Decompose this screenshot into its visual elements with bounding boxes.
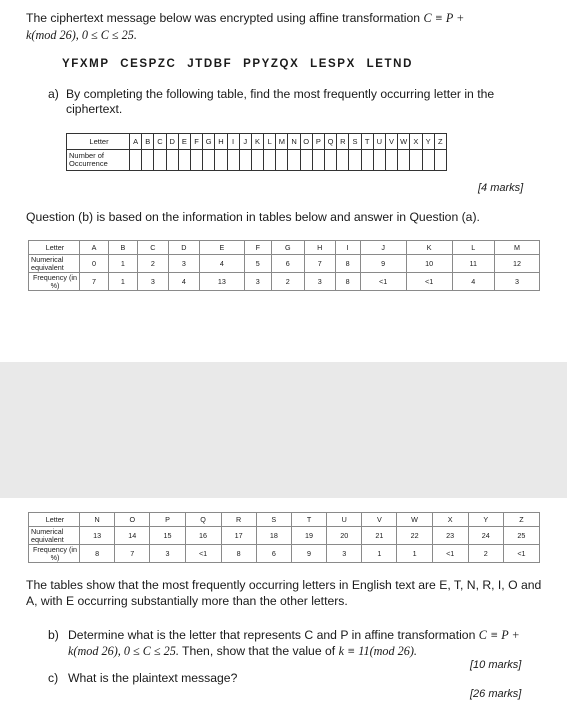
freq1-value: 2 — [271, 273, 304, 291]
freq1-letter: C — [137, 241, 168, 255]
letter-cell: U — [373, 134, 385, 150]
freq2-value: <1 — [432, 545, 468, 563]
freq2-label-letter: Letter — [29, 513, 80, 527]
freq1-numeric: 8 — [335, 255, 360, 273]
letter-cell: X — [410, 134, 422, 150]
letter-cell: C — [154, 134, 166, 150]
freq1-value: 3 — [304, 273, 335, 291]
freq2-letter: S — [256, 513, 291, 527]
freq1-letter: I — [335, 241, 360, 255]
freq2-numeric: 20 — [327, 527, 362, 545]
question-a-text: By completing the following table, find the most frequently occurring letter in the ciphertext. — [66, 87, 495, 116]
freq2-numeric: 25 — [503, 527, 539, 545]
freq1-numeric: 2 — [137, 255, 168, 273]
conclusion-paragraph: The tables show that the most frequently occurring letters in English text are E, T, N, R, I, O and A, with E occurring substantially more than the other letters. — [26, 578, 542, 608]
freq1-value: 4 — [168, 273, 199, 291]
freq2-numeric: 14 — [115, 527, 150, 545]
count-cell[interactable] — [422, 150, 434, 171]
freq1-letter: K — [406, 241, 452, 255]
question-b-equation-part3: k ≡ 11(mod 26). — [338, 644, 417, 658]
freq2-letter: Q — [185, 513, 221, 527]
letter-cell: Y — [422, 134, 434, 150]
count-cell[interactable] — [349, 150, 361, 171]
count-cell[interactable] — [373, 150, 385, 171]
count-cell[interactable] — [130, 150, 142, 171]
freq2-value: 1 — [362, 545, 397, 563]
question-b-equation-part2: k(mod 26), 0 ≤ C ≤ 25. — [68, 644, 179, 658]
letter-cell: O — [300, 134, 312, 150]
freq1-value: <1 — [360, 273, 406, 291]
letter-cell: H — [215, 134, 227, 150]
count-cell[interactable] — [288, 150, 300, 171]
freq2-label-numeric: Numerical equivalent — [29, 527, 80, 545]
letter-cell: Z — [434, 134, 446, 150]
count-cell[interactable] — [154, 150, 166, 171]
question-a — [48, 87, 538, 117]
frequency-table-2 — [28, 512, 540, 563]
count-cell[interactable] — [203, 150, 215, 171]
count-cell[interactable] — [239, 150, 251, 171]
question-a-label: a) — [48, 87, 59, 101]
question-c — [48, 670, 237, 686]
freq2-numeric: 18 — [256, 527, 291, 545]
count-cell[interactable] — [227, 150, 239, 171]
question-b-text2: Then, show that the value of — [182, 644, 336, 658]
freq2-numeric: 19 — [291, 527, 326, 545]
freq1-letter: A — [80, 241, 109, 255]
freq1-frequency-row — [29, 273, 540, 291]
letter-cell: M — [276, 134, 288, 150]
freq1-numeric: 0 — [80, 255, 109, 273]
freq2-label-frequency: Frequency (in %) — [29, 545, 80, 563]
freq1-letter: M — [494, 241, 539, 255]
count-cell[interactable] — [410, 150, 422, 171]
count-cell[interactable] — [434, 150, 446, 171]
freq2-letter: Y — [468, 513, 503, 527]
question-c-label: c) — [48, 671, 59, 685]
freq1-numeric: 7 — [304, 255, 335, 273]
freq1-letter: E — [199, 241, 244, 255]
question-b-text1: Determine what is the letter that represents C and P in affine transformation — [68, 628, 476, 642]
letter-cell: A — [130, 134, 142, 150]
letter-cell: W — [398, 134, 410, 150]
question-b-equation-part1: C ≡ P + — [478, 628, 520, 642]
count-cell[interactable] — [190, 150, 202, 171]
freq2-letter: N — [80, 513, 115, 527]
freq1-numeric: 6 — [271, 255, 304, 273]
count-cell[interactable] — [276, 150, 288, 171]
freq1-numeric: 4 — [199, 255, 244, 273]
freq2-numeric: 24 — [468, 527, 503, 545]
freq2-letter: T — [291, 513, 326, 527]
freq1-value: 3 — [137, 273, 168, 291]
freq2-value: 8 — [80, 545, 115, 563]
letter-cell: G — [203, 134, 215, 150]
occurrence-letter-row — [67, 134, 447, 150]
letter-cell: L — [264, 134, 276, 150]
freq1-value: <1 — [406, 273, 452, 291]
freq2-letter: R — [221, 513, 256, 527]
freq2-numeric: 21 — [362, 527, 397, 545]
freq2-value: <1 — [185, 545, 221, 563]
freq2-value: 6 — [256, 545, 291, 563]
question-a-marks: [4 marks] — [478, 182, 524, 194]
freq2-numeric-row — [29, 527, 540, 545]
count-cell[interactable] — [166, 150, 178, 171]
freq1-numeric: 5 — [244, 255, 271, 273]
freq1-letter: H — [304, 241, 335, 255]
letter-cell: S — [349, 134, 361, 150]
frequency-table-1 — [28, 240, 540, 291]
freq1-label-numeric: Numerical equivalent — [29, 255, 80, 273]
freq2-value: <1 — [503, 545, 539, 563]
letter-cell: D — [166, 134, 178, 150]
count-cell[interactable] — [215, 150, 227, 171]
freq1-label-letter: Letter — [29, 241, 80, 255]
freq2-letter-row — [29, 513, 540, 527]
freq1-value: 4 — [452, 273, 494, 291]
occurrence-row-label-count: Number of Occurrence — [67, 150, 130, 171]
letter-cell: Q — [325, 134, 337, 150]
freq2-value: 7 — [115, 545, 150, 563]
letter-cell: I — [227, 134, 239, 150]
letter-cell: K — [251, 134, 263, 150]
freq2-value: 1 — [397, 545, 432, 563]
freq2-frequency-row — [29, 545, 540, 563]
count-cell[interactable] — [142, 150, 154, 171]
intro-equation-part1: C ≡ P + — [423, 11, 465, 25]
freq2-value: 3 — [327, 545, 362, 563]
question-c-text: What is the plaintext message? — [68, 671, 238, 685]
freq2-letter: U — [327, 513, 362, 527]
freq1-numeric: 3 — [168, 255, 199, 273]
occurrence-count-row — [67, 150, 447, 171]
freq2-letter: V — [362, 513, 397, 527]
freq2-numeric: 15 — [150, 527, 185, 545]
freq2-letter: X — [432, 513, 468, 527]
freq1-numeric-row — [29, 255, 540, 273]
intro-text: The ciphertext message below was encrypted using affine transformation — [26, 11, 421, 25]
letter-cell: T — [361, 134, 373, 150]
question-b-label: b) — [48, 628, 59, 642]
question-b — [48, 627, 538, 659]
freq2-numeric: 13 — [80, 527, 115, 545]
occurrence-table — [66, 133, 447, 171]
letter-cell: P — [312, 134, 324, 150]
count-cell[interactable] — [312, 150, 324, 171]
letter-cell: R — [337, 134, 349, 150]
count-cell[interactable] — [325, 150, 337, 171]
letter-cell: N — [288, 134, 300, 150]
freq1-value: 1 — [108, 273, 137, 291]
freq1-letter: L — [452, 241, 494, 255]
section-b-intro: Question (b) is based on the information in tables below and answer in Question (a). — [26, 210, 480, 224]
count-cell[interactable] — [251, 150, 263, 171]
freq2-letter: P — [150, 513, 185, 527]
freq1-numeric: 12 — [494, 255, 539, 273]
freq1-letter: B — [108, 241, 137, 255]
freq1-letter: F — [244, 241, 271, 255]
freq1-numeric: 11 — [452, 255, 494, 273]
freq1-value: 13 — [199, 273, 244, 291]
freq1-letter-row — [29, 241, 540, 255]
intro-paragraph — [26, 10, 546, 44]
letter-cell: F — [190, 134, 202, 150]
freq2-letter: Z — [503, 513, 539, 527]
freq1-letter: D — [168, 241, 199, 255]
freq2-numeric: 17 — [221, 527, 256, 545]
freq2-value: 2 — [468, 545, 503, 563]
page-break — [0, 362, 567, 498]
freq2-value: 8 — [221, 545, 256, 563]
ciphertext: YFXMP CESPZC JTDBF PPYZQX LESPX LETND — [62, 58, 413, 70]
count-cell[interactable] — [385, 150, 397, 171]
count-cell[interactable] — [337, 150, 349, 171]
freq2-letter: O — [115, 513, 150, 527]
count-cell[interactable] — [398, 150, 410, 171]
letter-cell: E — [178, 134, 190, 150]
count-cell[interactable] — [264, 150, 276, 171]
total-marks: [26 marks] — [470, 688, 522, 700]
freq1-numeric: 1 — [108, 255, 137, 273]
freq2-letter: W — [397, 513, 432, 527]
freq1-value: 3 — [244, 273, 271, 291]
letter-cell: J — [239, 134, 251, 150]
letter-cell: V — [385, 134, 397, 150]
question-b-marks: [10 marks] — [470, 659, 522, 671]
letter-cell: B — [142, 134, 154, 150]
freq1-label-frequency: Frequency (in %) — [29, 273, 80, 291]
freq2-value: 9 — [291, 545, 326, 563]
count-cell[interactable] — [178, 150, 190, 171]
count-cell[interactable] — [300, 150, 312, 171]
freq2-numeric: 16 — [185, 527, 221, 545]
freq1-letter: G — [271, 241, 304, 255]
freq1-letter: J — [360, 241, 406, 255]
count-cell[interactable] — [361, 150, 373, 171]
freq2-numeric: 23 — [432, 527, 468, 545]
freq1-value: 3 — [494, 273, 539, 291]
freq1-numeric: 9 — [360, 255, 406, 273]
freq1-value: 7 — [80, 273, 109, 291]
freq2-numeric: 22 — [397, 527, 432, 545]
occurrence-row-label-letter: Letter — [67, 134, 130, 150]
freq1-numeric: 10 — [406, 255, 452, 273]
freq1-value: 8 — [335, 273, 360, 291]
freq2-value: 3 — [150, 545, 185, 563]
intro-equation-part2: k(mod 26), 0 ≤ C ≤ 25. — [26, 28, 137, 42]
